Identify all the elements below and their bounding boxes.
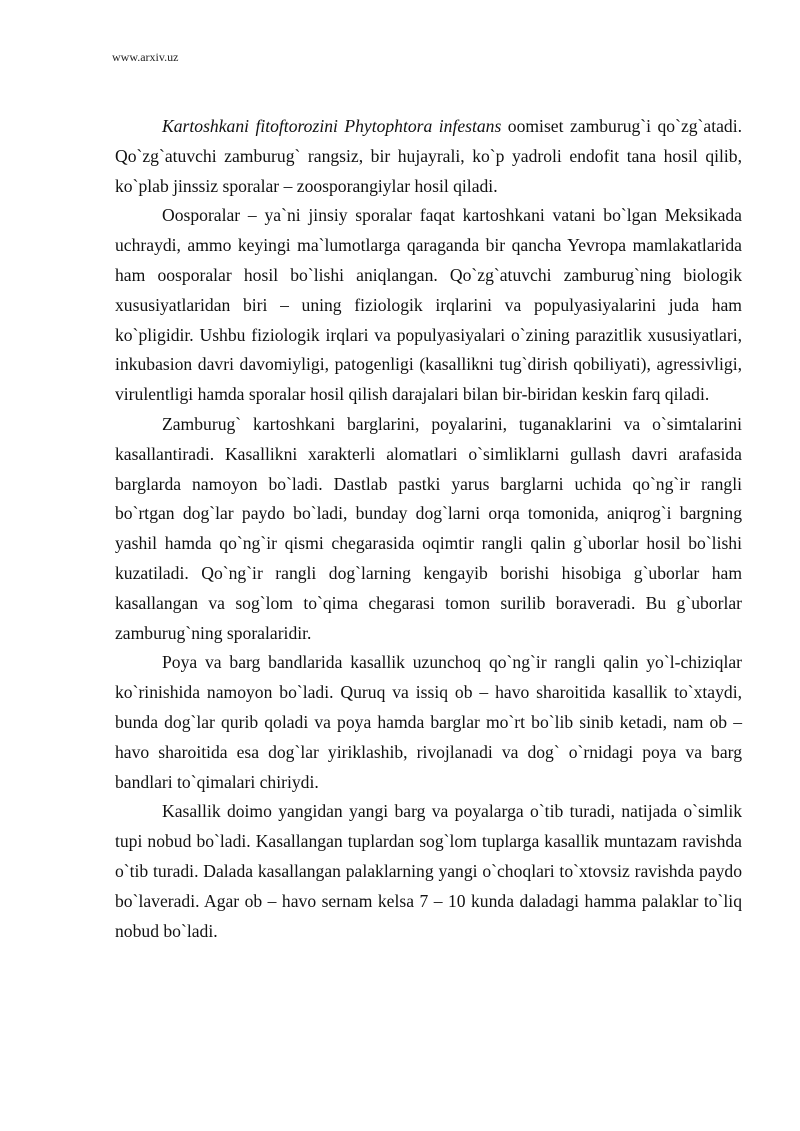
- paragraph-4: Poya va barg bandlarida kasallik uzunchoq qo`ng`ir rangli qalin yo`l-chiziqlar ko`rinishida namoyon bo`ladi. Quruq va issiq ob – havo sharoitida kasallik to`xtaydi, bunda dog`lar qurib qoladi va poya hamda barglar mo`rt bo`lib sinib ketadi, nam ob – havo sharoitida esa dog`lar yiriklashib, rivojlanadi va dog` o`rnidagi poya va barg bandlari to`qimalari chiriydi.: [115, 652, 742, 792]
- paragraph-3: Zamburug` kartoshkani barglarini, poyalarini, tuganaklarini va o`simtalarini kasallantiradi. Kasallikni xarakterli alomatlari o`simliklarni gullash davri arafasida barglarda namoyon bo`ladi. Dastlab pastki yarus barglarni uchida qo`ng`ir rangli bo`rtgan dog`lar paydo bo`ladi, bunday dog`larni orqa tomonida, aniqrog`i bargning yashil hamda qo`ng`ir qismi chegarasida oqimtir rangli qalin g`uborlar hosil bo`lishi kuzatiladi. Qo`ng`ir rangli dog`larning kengayib borishi hisobiga g`uborlar ham kasallangan va sog`lom to`qima chegarasi tomon surilib boraveradi. Bu g`uborlar zamburug`ning sporalaridir.: [115, 413, 742, 643]
- paragraph-1-text: oomiset zamburug`i qo`zg`atadi. Qo`zg`atuvchi zamburug` rangsiz, bir hujayrali, ko`p yadroli endofit tana hosil qilib, ko`plab jinssiz sporalar – zoosporangiylar hosil qiladi.: [115, 116, 743, 196]
- paragraph-1-italic-lead: Kartoshkani fitoftorozini Phytophtora infestans: [162, 116, 502, 136]
- paragraph-2: Oosporalar – ya`ni jinsiy sporalar faqat kartoshkani vatani bo`lgan Meksikada uchraydi, ammo keyingi ma`lumotlarga qaraganda bir qancha Yevropa mamlakatlarida ham oosporalar hosil bo`lishi aniqlangan. Qo`zg`atuvchi zamburug`ning biologik xususiyatlaridan biri – uning fiziologik irqlarini va populyasiyalarini juda ham ko`pligidir. Ushbu fiziologik irqlari va populyasiyalari o`zining parazitlik xususiyatlari, inkubasion davri davomiyligi, patogenligi (kasallikni tug`dirish qobiliyati), agressivligi, virulentligi hamda sporalar hosil qilish darajalari bilan bir-biridan keskin farq qiladi.: [115, 205, 742, 405]
- document-body: [115, 112, 742, 946]
- paragraph-1: [115, 112, 742, 201]
- page-header-site: www.arxiv.uz: [112, 50, 179, 64]
- paragraph-5: Kasallik doimo yangidan yangi barg va poyalarga o`tib turadi, natijada o`simlik tupi nobud bo`ladi. Kasallangan tuplardan sog`lom tuplarga kasallik muntazam ravishda o`tib turadi. Dalada kasallangan palaklarning yangi o`choqlari to`xtovsiz ravishda paydo bo`laveradi. Agar ob – havo sernam kelsa 7 – 10 kunda daladagi hamma palaklar to`liq nobud bo`ladi.: [115, 801, 742, 941]
